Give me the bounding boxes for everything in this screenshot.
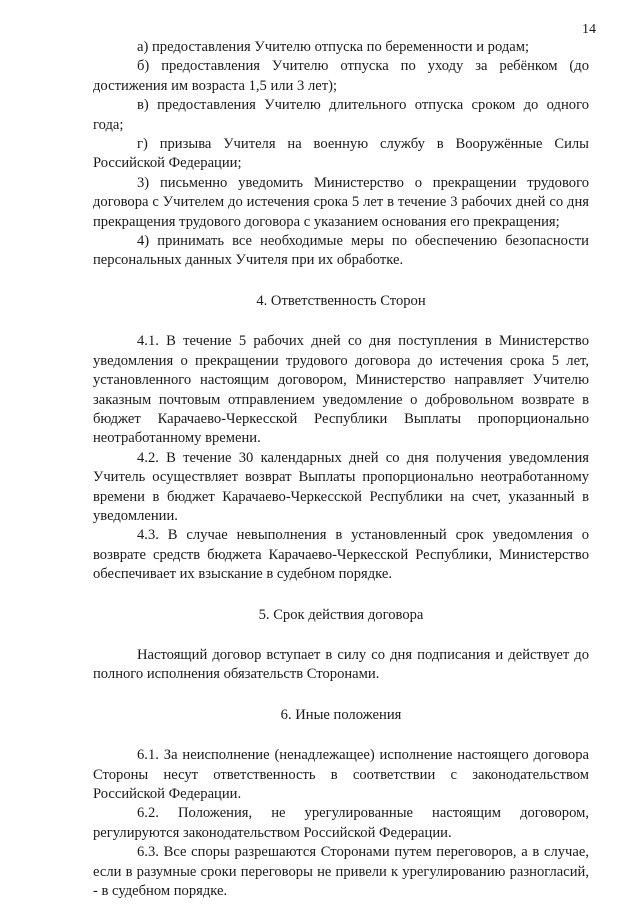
section-4-title: 4. Ответственность Сторон [256, 292, 426, 309]
clause-5-1: Настоящий договор вступает в силу со дня подписания и действует до полного исполнения обязательств Сторонами. [93, 646, 589, 683]
clause-b: б) предоставления Учителю отпуска по уходу за ребёнком (до достижения им возраста 1,5 или 3 лет); [93, 58, 589, 94]
clause-4: 4) принимать все необходимые меры по обеспечению безопасности персональных данных Учителя при их обработке. [93, 233, 589, 269]
section-6-title: 6. Иные положения [280, 706, 402, 723]
clause-6-2: 6.2. Положения, не урегулированные настоящим договором, регулируются законодательством Российской Федерации. [93, 805, 589, 841]
clause-4-3: 4.3. В случае невыполнения в установленный срок уведомления о возврате средств бюджета Карачаево-Черкесской Республики, Министерство обеспечивает их взыскание в судебном порядке. [93, 527, 589, 583]
clause-6-3: 6.3. Все споры разрешаются Сторонами путем переговоров, а в случае, если в разумные сроки переговоры не привели к урегулированию разногласий, - в судебном порядке. [93, 844, 589, 900]
page-number: 14 [582, 22, 596, 37]
clause-v: в) предоставления Учителю длительного отпуска сроком до одного года; [93, 97, 589, 133]
clause-a: а) предоставления Учителю отпуска по беременности и родам; [137, 39, 530, 55]
clause-3: 3) письменно уведомить Министерство о прекращении трудового договора с Учителем до истечения срока 5 лет в течение 3 рабочих дней со дня прекращения трудового договора с указанием основания его прекращения; [93, 174, 589, 230]
document-body [93, 38, 589, 901]
clause-6-1: 6.1. За неисполнение (ненадлежащее) исполнение настоящего договора Стороны несут ответственность в соответствии с законодательством Российской Федерации. [93, 747, 589, 802]
clause-g: г) призыва Учителя на военную службу в Вооружённые Силы Российской Федерации; [93, 136, 589, 172]
section-5-title: 5. Срок действия договора [258, 606, 424, 623]
clause-4-2: 4.2. В течение 30 календарных дней со дня получения уведомления Учитель осуществляет возврат Выплаты пропорционально неотработанному времени в бюджет Карачаево-Черкесской Республики на счет, указанный в уведомлении. [93, 449, 589, 524]
clause-4-1: 4.1. В течение 5 рабочих дней со дня поступления в Министерство уведомления о прекращении трудового договора до истечения срока 5 лет, установленного настоящим договором, Министерство направляет Учителю заказным почтовым отправлением уведомление о добровольном возврате в бюджет Карачаево-Черкесской Республики Выплаты пропорционально неотработанному времени. [93, 333, 589, 447]
